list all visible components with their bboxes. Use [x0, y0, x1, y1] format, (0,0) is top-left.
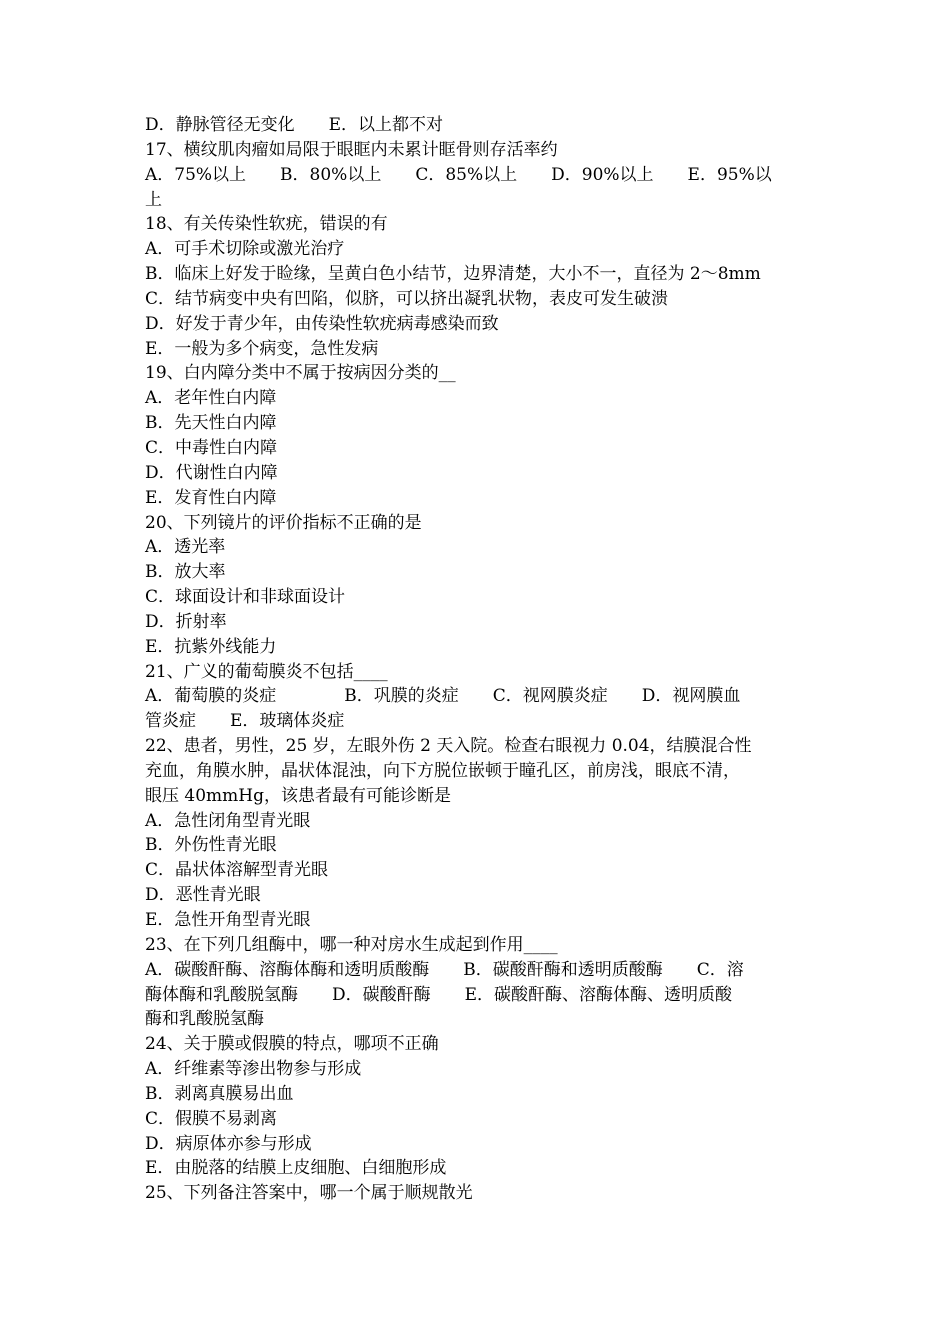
text-line: D．静脉管径无变化 E．以上都不对	[145, 115, 444, 135]
question-24: 24、关于膜或假膜的特点，哪项不正确	[145, 1034, 439, 1055]
question-20: 20、下列镜片的评价指标不正确的是	[145, 512, 422, 533]
text-line: C．中毒性白内障	[145, 437, 278, 458]
question-19: 19、白内障分类中不属于按病因分类的__	[145, 363, 456, 384]
text-line: 眼压 40mmHg，该患者最有可能诊断是	[145, 785, 451, 806]
text-line: B．放大率	[145, 562, 226, 583]
text-line: C．晶状体溶解型青光眼	[145, 860, 329, 881]
text-line: A．老年性白内障	[145, 388, 277, 409]
text-line: A．可手术切除或激光治疗	[145, 239, 345, 260]
text-line: 充血，角膜水肿，晶状体混浊，向下方脱位嵌顿于瞳孔区，前房浅，眼底不清，	[145, 760, 740, 781]
text-line: C．结节病变中央有凹陷，似脐，可以挤出凝乳状物，表皮可发生破溃	[145, 288, 669, 309]
text-line: D．病原体亦参与形成	[145, 1133, 312, 1154]
text-line: A．碳酸酐酶、溶酶体酶和透明质酸酶 B．碳酸酐酶和透明质酸酶 C．溶	[145, 959, 744, 980]
question-23: 23、在下列几组酶中，哪一种对房水生成起到作用____	[145, 934, 558, 955]
text-line: E．一般为多个病变，急性发病	[145, 338, 379, 359]
text-line: D．代谢性白内障	[145, 462, 278, 483]
question-17: 17、横纹肌肉瘤如局限于眼眶内未累计眶骨则存活率约	[145, 139, 558, 160]
text-line: 管炎症 E．玻璃体炎症	[145, 711, 345, 732]
text-line: D．折射率	[145, 611, 227, 632]
question-22: 22、患者，男性，25 岁，左眼外伤 2 天入院。检查右眼视力 0.04，结膜混合性	[145, 736, 752, 757]
text-line: E．抗紫外线能力	[145, 636, 277, 657]
text-line: E．急性开角型青光眼	[145, 910, 311, 930]
text-line: D．恶性青光眼	[145, 885, 261, 906]
text-line: 酶体酶和乳酸脱氢酶 D．碳酸酐酶 E．碳酸酐酶、溶酶体酶、透明质酸	[145, 984, 733, 1005]
question-21: 21、广义的葡萄膜炎不包括____	[145, 661, 388, 682]
text-line: C．球面设计和非球面设计	[145, 587, 346, 608]
text-line: 酶和乳酸脱氢酶	[145, 1009, 264, 1030]
text-line: E．由脱落的结膜上皮细胞、白细胞形成	[145, 1158, 447, 1179]
text-line: E．发育性白内障	[145, 487, 277, 508]
text-line: 上	[145, 189, 162, 210]
text-line: B．剥离真膜易出血	[145, 1083, 294, 1104]
text-line: B．先天性白内障	[145, 413, 277, 434]
text-line: D．好发于青少年，由传染性软疣病毒感染而致	[145, 313, 499, 334]
text-line: C．假膜不易剥离	[145, 1108, 278, 1129]
question-18: 18、有关传染性软疣，错误的有	[145, 214, 388, 235]
text-line: A．急性闭角型青光眼	[145, 810, 311, 831]
text-line: B．外伤性青光眼	[145, 835, 277, 856]
text-line: A．葡萄膜的炎症 B．巩膜的炎症 C．视网膜炎症 D．视网膜血	[145, 686, 741, 707]
text-line: A．纤维素等渗出物参与形成	[145, 1059, 362, 1080]
text-line: B．临床上好发于睑缘，呈黄白色小结节，边界清楚，大小不一，直径为 2～8mm	[145, 264, 761, 285]
question-25: 25、下列备注答案中，哪一个属于顺规散光	[145, 1183, 473, 1204]
text-line: A．透光率	[145, 537, 226, 558]
document-body	[145, 113, 810, 1206]
text-line: A．75%以上 B．80%以上 C．85%以上 D．90%以上 E．95%以	[145, 164, 772, 185]
